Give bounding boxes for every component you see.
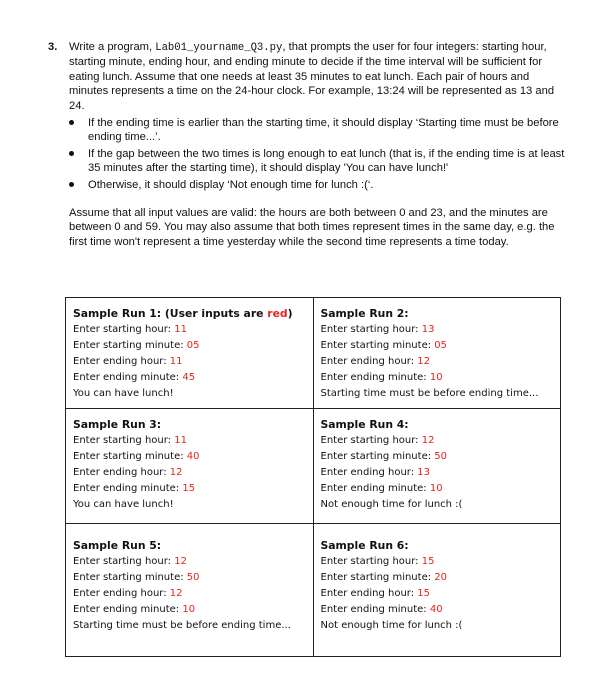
sample-run-3 bbox=[66, 409, 314, 524]
requirement-text: If the gap between the two times is long enough to eat lunch (that is, if the ending time is at least 35 minutes after the starting time), it should display 'You can have lunch!' bbox=[88, 147, 565, 175]
user-input: 12 bbox=[417, 356, 431, 367]
prompt-line: Enter ending hour: 11 bbox=[73, 356, 183, 367]
sample-run-5 bbox=[66, 524, 314, 657]
bullet-icon bbox=[69, 182, 74, 187]
prompt-line: Enter starting minute: 40 bbox=[73, 451, 200, 462]
user-input: 40 bbox=[186, 451, 200, 462]
program-output: Not enough time for lunch :( bbox=[320, 499, 463, 510]
sample-runs-table bbox=[65, 297, 561, 657]
user-input: 45 bbox=[182, 372, 196, 383]
sample-run-title: Sample Run 6: bbox=[320, 539, 409, 552]
prompt-line: Enter ending hour: 12 bbox=[73, 467, 183, 478]
user-input: 40 bbox=[429, 604, 443, 615]
question-block bbox=[48, 40, 570, 249]
prompt-line: Enter starting minute: 05 bbox=[320, 340, 448, 351]
prompt-line: Enter ending hour: 12 bbox=[320, 356, 431, 367]
sample-run-6 bbox=[313, 524, 561, 657]
user-input: 10 bbox=[182, 604, 196, 615]
prompt-line: Enter ending hour: 15 bbox=[320, 588, 431, 599]
prompt-line: Enter starting hour: 12 bbox=[320, 435, 435, 446]
requirement-item bbox=[48, 147, 570, 176]
user-input: 15 bbox=[417, 588, 431, 599]
prompt-line: Enter ending minute: 10 bbox=[320, 483, 443, 494]
requirement-text: If the ending time is earlier than the starting time, it should display ‘Starting time must be before ending time...’. bbox=[88, 117, 559, 144]
user-input: 12 bbox=[169, 588, 183, 599]
question-filename: Lab01_yourname_Q3.py bbox=[155, 42, 283, 54]
red-note: red bbox=[267, 307, 288, 320]
user-input: 50 bbox=[186, 572, 200, 583]
user-input: 10 bbox=[429, 372, 443, 383]
bullet-icon bbox=[69, 120, 74, 125]
sample-run-title: Sample Run 4: bbox=[320, 418, 409, 431]
user-input: 20 bbox=[434, 572, 448, 583]
prompt-line: Enter starting minute: 05 bbox=[73, 340, 200, 351]
prompt-line: Enter ending minute: 40 bbox=[320, 604, 443, 615]
requirement-item bbox=[48, 116, 570, 145]
user-input: 11 bbox=[174, 435, 187, 446]
assumption-paragraph: Assume that all input values are valid: the hours are both between 0 and 23, and the minutes are between 0 and 59. You may also assume that both times represent times in the same day, e.g. the first time won't represent a time yesterday while the second time represents a time today. bbox=[69, 207, 555, 248]
prompt-line: Enter starting minute: 50 bbox=[73, 572, 200, 583]
user-input: 15 bbox=[182, 483, 196, 494]
question-number: 3. bbox=[48, 41, 58, 53]
user-input: 11 bbox=[174, 324, 187, 335]
prompt-line: Enter starting hour: 13 bbox=[320, 324, 435, 335]
user-input: 10 bbox=[429, 483, 443, 494]
sample-run-title: Sample Run 1: (User inputs are red) bbox=[73, 307, 293, 320]
bullet-icon bbox=[69, 151, 74, 156]
sample-run-4 bbox=[313, 409, 561, 524]
sample-run-title: Sample Run 3: bbox=[73, 418, 162, 431]
program-output: You can have lunch! bbox=[73, 388, 174, 399]
program-output: Starting time must be before ending time... bbox=[73, 620, 291, 631]
question-intro-start: Write a program, bbox=[69, 41, 156, 53]
prompt-line: Enter ending hour: 12 bbox=[73, 588, 183, 599]
sample-run-title: Sample Run 2: bbox=[320, 307, 409, 320]
program-output: Not enough time for lunch :( bbox=[320, 620, 463, 631]
prompt-line: Enter starting hour: 15 bbox=[320, 556, 435, 567]
requirement-item bbox=[48, 178, 570, 192]
prompt-line: Enter starting hour: 11 bbox=[73, 324, 187, 335]
user-input: 11 bbox=[169, 356, 183, 367]
user-input: 15 bbox=[421, 556, 435, 567]
program-output: Starting time must be before ending time... bbox=[320, 388, 539, 399]
question-intro-end: , that prompts the user for four integers: starting hour, starting minute, ending hour, and ending minute to decide if the time interval will be sufficient for eating lunch. Assume that one needs at least 35 minutes to eat lunch. Each pair of hours and minutes represents a time on the 24-hour clock. For example, 13:24 will be represented as 13 and 24. bbox=[69, 41, 555, 112]
prompt-line: Enter ending minute: 45 bbox=[73, 372, 196, 383]
user-input: 05 bbox=[186, 340, 200, 351]
prompt-line: Enter starting hour: 12 bbox=[73, 556, 187, 567]
user-input: 05 bbox=[434, 340, 448, 351]
program-output: You can have lunch! bbox=[73, 499, 174, 510]
user-input: 12 bbox=[169, 467, 183, 478]
prompt-line: Enter starting minute: 20 bbox=[320, 572, 448, 583]
user-input: 50 bbox=[434, 451, 448, 462]
prompt-line: Enter starting hour: 11 bbox=[73, 435, 187, 446]
prompt-line: Enter ending hour: 13 bbox=[320, 467, 431, 478]
prompt-line: Enter ending minute: 10 bbox=[73, 604, 196, 615]
sample-run-2 bbox=[313, 298, 561, 409]
question-body bbox=[69, 40, 570, 113]
prompt-line: Enter ending minute: 10 bbox=[320, 372, 443, 383]
user-input: 13 bbox=[421, 324, 435, 335]
user-input: 12 bbox=[421, 435, 435, 446]
requirement-text: Otherwise, it should display ‘Not enough time for lunch :(‘. bbox=[88, 178, 374, 191]
requirements-list bbox=[48, 116, 570, 192]
sample-run-1 bbox=[66, 298, 314, 409]
user-input: 13 bbox=[417, 467, 431, 478]
sample-run-title: Sample Run 5: bbox=[73, 539, 162, 552]
prompt-line: Enter starting minute: 50 bbox=[320, 451, 448, 462]
prompt-line: Enter ending minute: 15 bbox=[73, 483, 196, 494]
user-input: 12 bbox=[174, 556, 187, 567]
